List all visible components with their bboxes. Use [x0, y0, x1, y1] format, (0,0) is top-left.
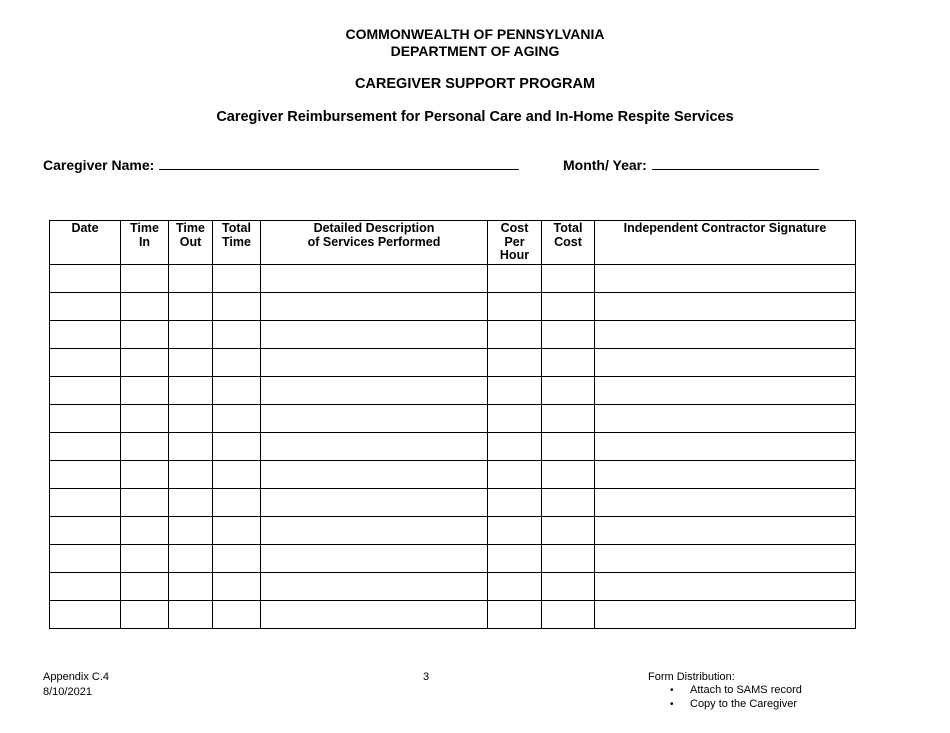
- month-year-field: [563, 156, 819, 173]
- signature-cell[interactable]: [595, 461, 856, 489]
- signature-cell[interactable]: [595, 545, 856, 573]
- page-number: 3: [422, 671, 430, 683]
- description-cell[interactable]: [261, 405, 488, 433]
- table-row: [50, 433, 856, 461]
- list-item: • Copy to the Caregiver: [670, 697, 797, 710]
- time-in-cell[interactable]: [121, 545, 169, 573]
- time-out-cell[interactable]: [169, 517, 213, 545]
- services-log-table: [49, 220, 856, 629]
- time-in-cell[interactable]: [121, 377, 169, 405]
- table-row: [50, 377, 856, 405]
- cost-per-hour-cell[interactable]: [488, 601, 542, 629]
- signature-cell[interactable]: [595, 517, 856, 545]
- date-cell[interactable]: [50, 489, 121, 517]
- distribution-title: Form Distribution:: [648, 671, 735, 683]
- signature-cell[interactable]: [595, 265, 856, 293]
- date-cell[interactable]: [50, 321, 121, 349]
- time-in-cell[interactable]: [121, 265, 169, 293]
- time-in-cell[interactable]: [121, 573, 169, 601]
- signature-cell[interactable]: [595, 489, 856, 517]
- time-in-cell[interactable]: [121, 433, 169, 461]
- description-cell[interactable]: [261, 265, 488, 293]
- total-cost-cell[interactable]: [542, 349, 595, 377]
- signature-cell[interactable]: [595, 573, 856, 601]
- col-header-total-cost: Total Cost: [542, 221, 595, 265]
- table-body: [50, 265, 856, 629]
- time-in-cell[interactable]: [121, 321, 169, 349]
- total-cost-cell[interactable]: [542, 517, 595, 545]
- table-row: [50, 321, 856, 349]
- signature-cell[interactable]: [595, 293, 856, 321]
- total-time-cell[interactable]: [213, 293, 261, 321]
- total-time-cell[interactable]: [213, 517, 261, 545]
- total-cost-cell[interactable]: [542, 293, 595, 321]
- description-cell[interactable]: [261, 321, 488, 349]
- time-out-cell[interactable]: [169, 293, 213, 321]
- col-header-time-in: Time In: [121, 221, 169, 265]
- table-row: [50, 265, 856, 293]
- time-out-cell[interactable]: [169, 601, 213, 629]
- col-header-signature: Independent Contractor Signature: [595, 221, 856, 265]
- table-row: [50, 293, 856, 321]
- description-cell[interactable]: [261, 545, 488, 573]
- total-time-cell[interactable]: [213, 265, 261, 293]
- table-row: [50, 545, 856, 573]
- signature-cell[interactable]: [595, 433, 856, 461]
- description-cell[interactable]: [261, 489, 488, 517]
- total-time-cell[interactable]: [213, 461, 261, 489]
- total-cost-cell[interactable]: [542, 461, 595, 489]
- cost-per-hour-cell[interactable]: [488, 265, 542, 293]
- total-time-cell[interactable]: [213, 573, 261, 601]
- table-row: [50, 573, 856, 601]
- total-time-cell[interactable]: [213, 489, 261, 517]
- date-cell[interactable]: [50, 377, 121, 405]
- caregiver-name-field: [43, 156, 519, 173]
- table-row: [50, 601, 856, 629]
- signature-cell[interactable]: [595, 349, 856, 377]
- time-out-cell[interactable]: [169, 489, 213, 517]
- total-time-cell[interactable]: [213, 433, 261, 461]
- month-year-label: Month/ Year:: [563, 157, 647, 173]
- signature-cell[interactable]: [595, 321, 856, 349]
- time-out-cell[interactable]: [169, 405, 213, 433]
- month-year-input[interactable]: [652, 156, 819, 170]
- date-cell[interactable]: [50, 405, 121, 433]
- cost-per-hour-cell[interactable]: [488, 293, 542, 321]
- date-cell[interactable]: [50, 517, 121, 545]
- time-in-cell[interactable]: [121, 489, 169, 517]
- date-cell[interactable]: [50, 433, 121, 461]
- time-out-cell[interactable]: [169, 265, 213, 293]
- time-in-cell[interactable]: [121, 461, 169, 489]
- total-cost-cell[interactable]: [542, 489, 595, 517]
- col-header-cost-per-hour: Cost Per Hour: [488, 221, 542, 265]
- total-cost-cell[interactable]: [542, 433, 595, 461]
- description-cell[interactable]: [261, 517, 488, 545]
- appendix-label: Appendix C.4: [43, 671, 110, 683]
- revision-date: 8/10/2021: [43, 686, 92, 698]
- cost-per-hour-cell[interactable]: [488, 433, 542, 461]
- table-row: [50, 517, 856, 545]
- total-cost-cell[interactable]: [542, 545, 595, 573]
- description-cell[interactable]: [261, 293, 488, 321]
- distribution-list: [670, 684, 802, 711]
- table-row: [50, 461, 856, 489]
- cost-per-hour-cell[interactable]: [488, 321, 542, 349]
- description-cell[interactable]: [261, 461, 488, 489]
- department-name: DEPARTMENT OF AGING: [390, 43, 560, 59]
- description-cell[interactable]: [261, 433, 488, 461]
- date-cell[interactable]: [50, 601, 121, 629]
- time-out-cell[interactable]: [169, 349, 213, 377]
- total-cost-cell[interactable]: [542, 601, 595, 629]
- list-item: • Attach to SAMS record: [670, 684, 802, 696]
- time-in-cell[interactable]: [121, 405, 169, 433]
- total-time-cell[interactable]: [213, 321, 261, 349]
- date-cell[interactable]: [50, 349, 121, 377]
- cost-per-hour-cell[interactable]: [488, 377, 542, 405]
- cost-per-hour-cell[interactable]: [488, 517, 542, 545]
- table-row: [50, 349, 856, 377]
- total-time-cell[interactable]: [213, 545, 261, 573]
- total-time-cell[interactable]: [213, 349, 261, 377]
- cost-per-hour-cell[interactable]: [488, 573, 542, 601]
- caregiver-name-label: Caregiver Name:: [43, 157, 155, 173]
- table-header-row: [50, 221, 856, 265]
- form-title: Caregiver Reimbursement for Personal Care and In-Home Respite Services: [216, 109, 734, 125]
- time-in-cell[interactable]: [121, 349, 169, 377]
- time-in-cell[interactable]: [121, 601, 169, 629]
- agency-name: COMMONWEALTH OF PENNSYLVANIA: [345, 26, 605, 42]
- cost-per-hour-cell[interactable]: [488, 545, 542, 573]
- col-header-description: Detailed Description of Services Performed: [261, 221, 488, 265]
- time-out-cell[interactable]: [169, 461, 213, 489]
- time-in-cell[interactable]: [121, 517, 169, 545]
- total-cost-cell[interactable]: [542, 405, 595, 433]
- description-cell[interactable]: [261, 377, 488, 405]
- time-out-cell[interactable]: [169, 545, 213, 573]
- date-cell[interactable]: [50, 461, 121, 489]
- total-cost-cell[interactable]: [542, 265, 595, 293]
- time-out-cell[interactable]: [169, 433, 213, 461]
- time-in-cell[interactable]: [121, 293, 169, 321]
- time-out-cell[interactable]: [169, 321, 213, 349]
- bullet-icon: •: [670, 698, 674, 710]
- col-header-time-out: Time Out: [169, 221, 213, 265]
- date-cell[interactable]: [50, 573, 121, 601]
- cost-per-hour-cell[interactable]: [488, 489, 542, 517]
- table-row: [50, 405, 856, 433]
- description-cell[interactable]: [261, 601, 488, 629]
- caregiver-name-input[interactable]: [159, 156, 519, 170]
- cost-per-hour-cell[interactable]: [488, 461, 542, 489]
- total-time-cell[interactable]: [213, 601, 261, 629]
- description-cell[interactable]: [261, 349, 488, 377]
- total-cost-cell[interactable]: [542, 573, 595, 601]
- time-out-cell[interactable]: [169, 573, 213, 601]
- signature-cell[interactable]: [595, 377, 856, 405]
- bullet-icon: •: [670, 685, 674, 696]
- description-cell[interactable]: [261, 573, 488, 601]
- signature-cell[interactable]: [595, 405, 856, 433]
- date-cell[interactable]: [50, 545, 121, 573]
- program-name: CAREGIVER SUPPORT PROGRAM: [354, 76, 596, 92]
- cost-per-hour-cell[interactable]: [488, 405, 542, 433]
- table-row: [50, 489, 856, 517]
- total-time-cell[interactable]: [213, 405, 261, 433]
- col-header-date: Date: [50, 221, 121, 265]
- col-header-total-time: Total Time: [213, 221, 261, 265]
- total-cost-cell[interactable]: [542, 321, 595, 349]
- total-cost-cell[interactable]: [542, 377, 595, 405]
- cost-per-hour-cell[interactable]: [488, 349, 542, 377]
- time-out-cell[interactable]: [169, 377, 213, 405]
- date-cell[interactable]: [50, 293, 121, 321]
- total-time-cell[interactable]: [213, 377, 261, 405]
- signature-cell[interactable]: [595, 601, 856, 629]
- date-cell[interactable]: [50, 265, 121, 293]
